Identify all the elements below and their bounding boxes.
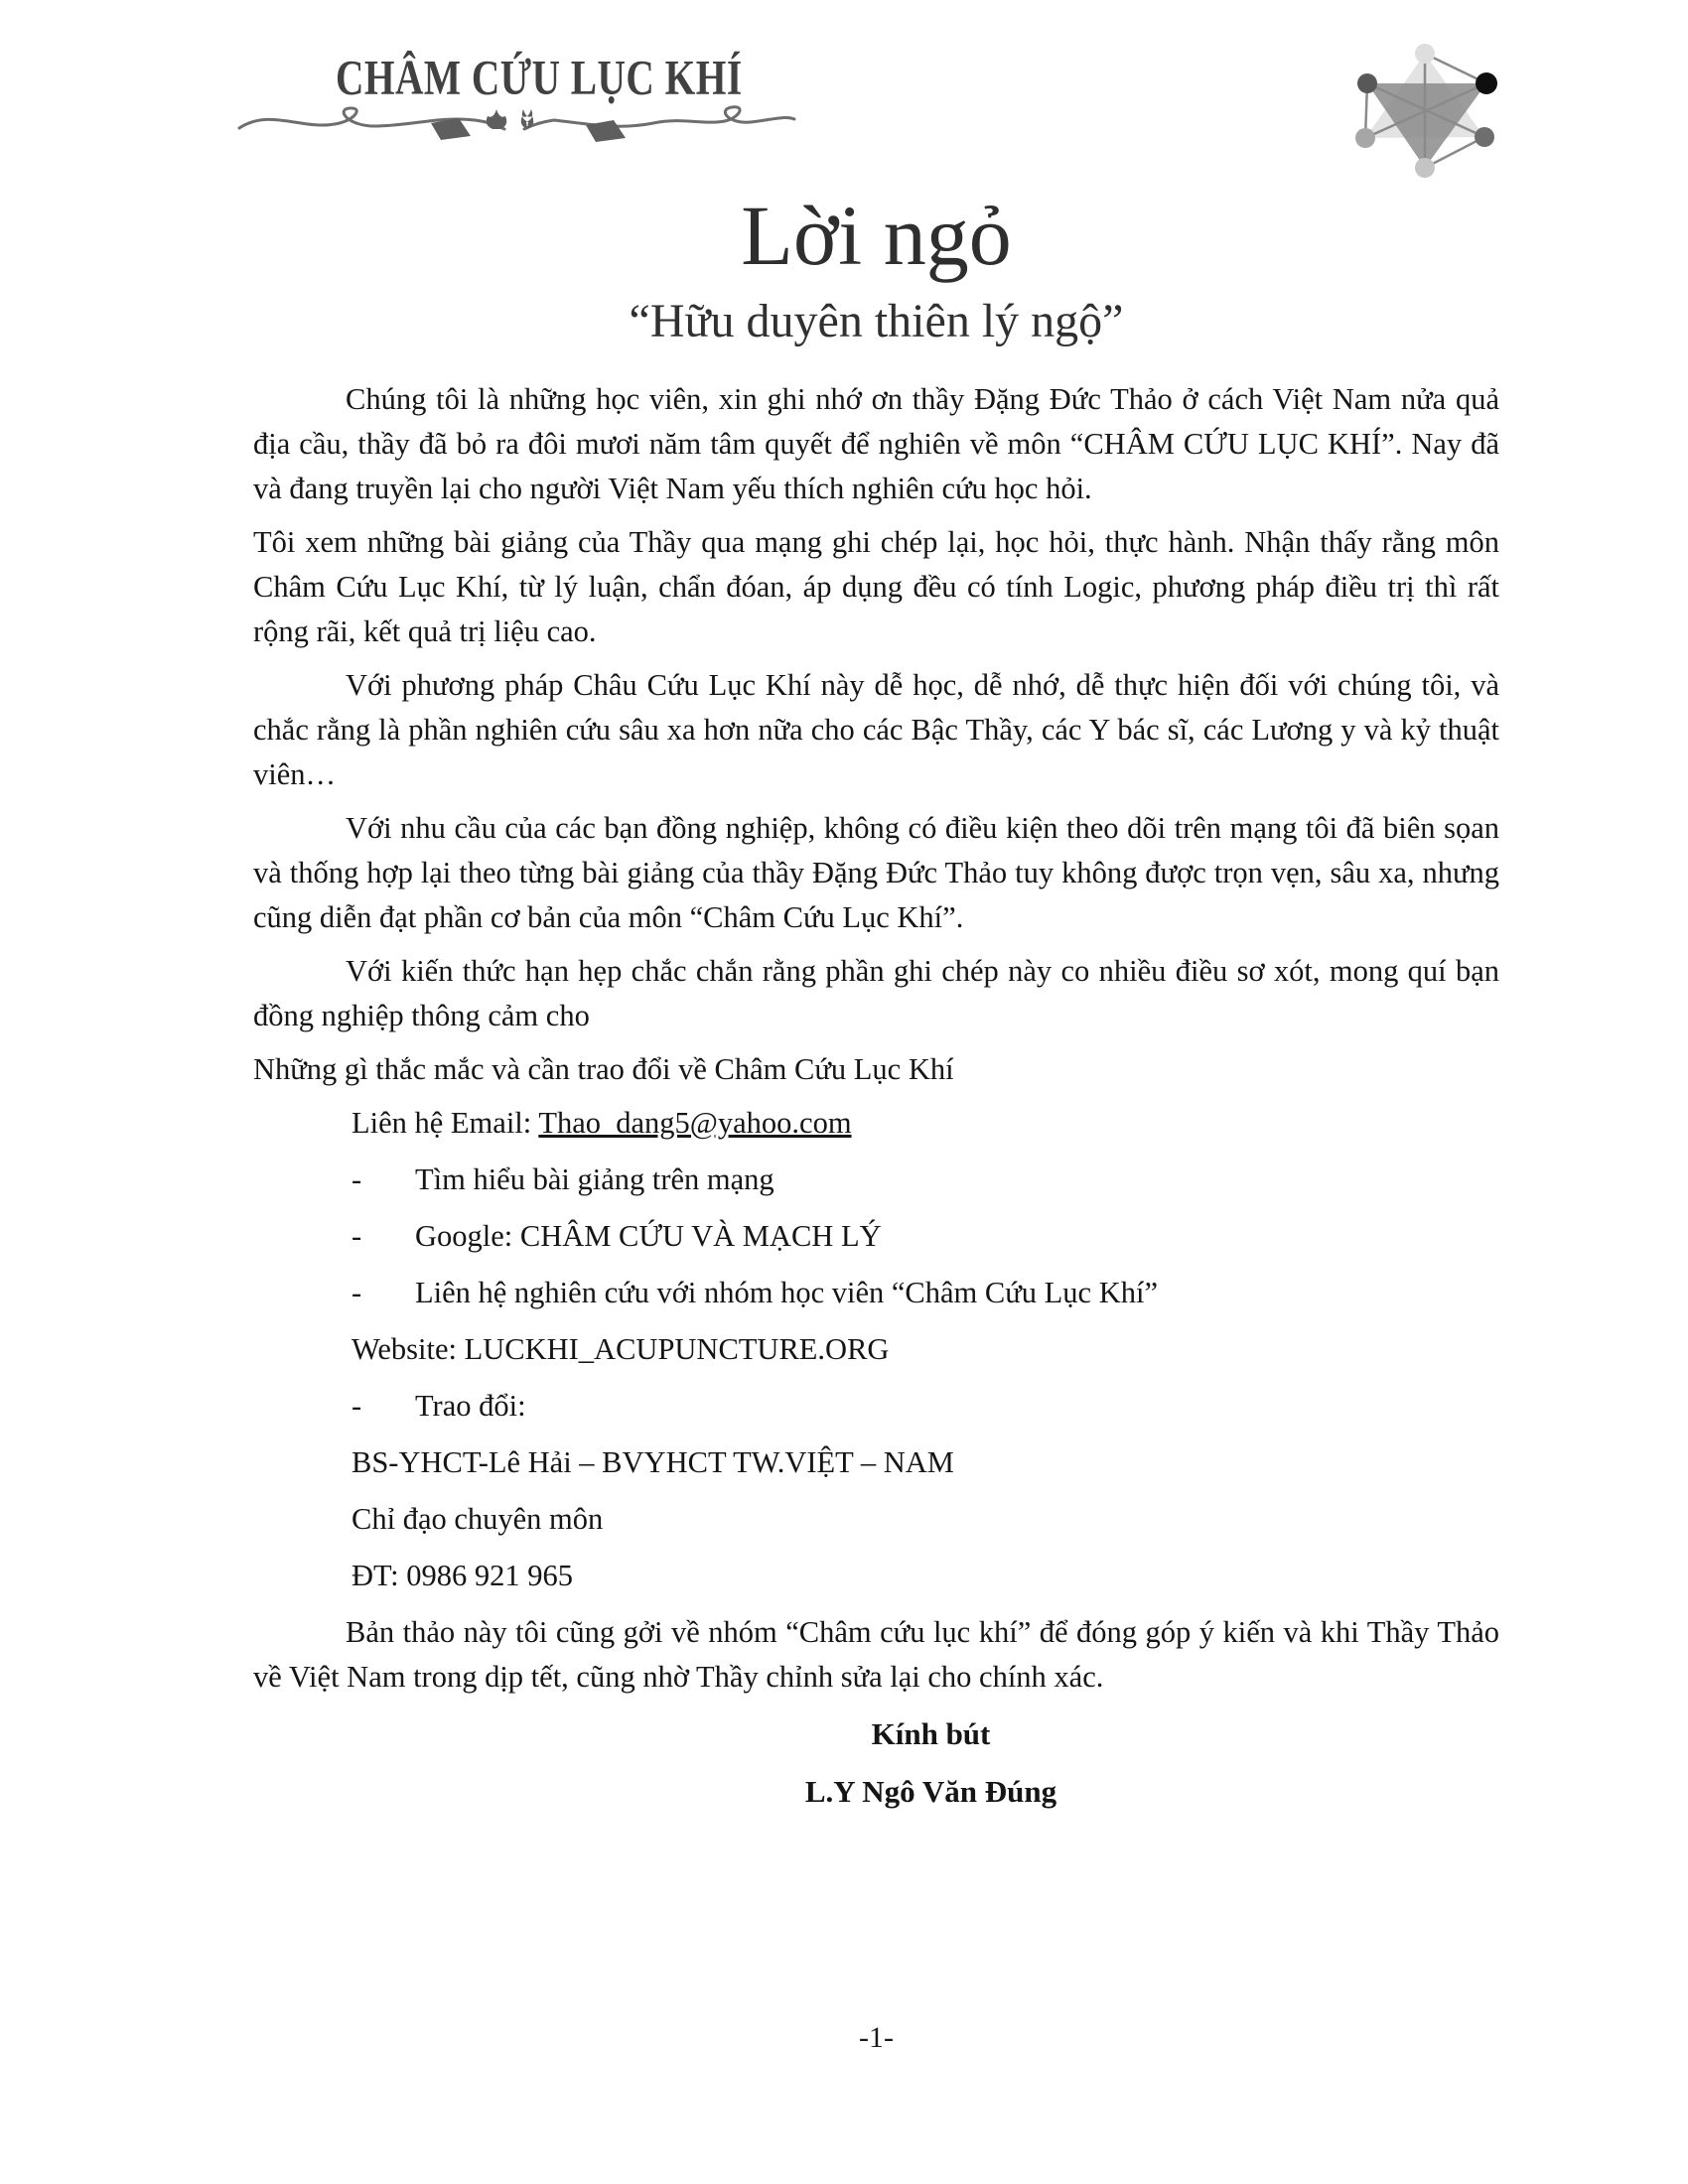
closing-salutation: Kính bút <box>871 1716 991 1752</box>
bullet-dash: - <box>352 1389 362 1424</box>
paragraph-apology: Với kiến thức hạn hẹp chắc chắn rằng phần ghi chép này co nhiều điều sơ xót, mong quí bạn đồng nghiệp thông cảm cho <box>253 954 1499 1033</box>
paragraph-method: Với phương pháp Châu Cứu Lục Khí này dễ học, dễ nhớ, dễ thực hiện đối với chúng tôi, và chắc rằng là phần nghiên cứu sâu xa hơn nữa cho các Bậc Thầy, các Y bác sĩ, các Lương y và kỷ thuật viên… <box>253 668 1499 792</box>
bullet-dash: - <box>352 1162 362 1197</box>
list-item-label: Google: CHÂM CỨU VÀ MẠCH LÝ <box>415 1219 882 1254</box>
email-line <box>352 1101 1499 1146</box>
page-title: Lời ngỏ <box>741 188 1012 283</box>
paragraph-lessons: Tôi xem những bài giảng của Thầy qua mạng ghi chép lại, học hỏi, thực hành. Nhận thấy rằng môn Châm Cứu Lục Khí, từ lý luận, chẩn đóan, áp dụng đều có tính Logic, phương pháp điều trị thì rất rộng rãi, kết quả trị liệu cao. <box>253 525 1499 649</box>
list-item-exchange <box>352 1384 1499 1429</box>
list-item-label: Trao đổi: <box>415 1389 526 1424</box>
logo-node-bottom-right <box>1475 127 1494 147</box>
paragraph-closing: Bản thảo này tôi cũng gởi về nhóm “Châm cứu lục khí” để đóng góp ý kiến và khi Thầy Thảo về Việt Nam trong dịp tết, cũng nhờ Thầy chỉnh sửa lại cho chính xác. <box>253 1615 1499 1695</box>
page-number: -1- <box>859 2021 894 2054</box>
contact-role-line: Chỉ đạo chuyên môn <box>352 1502 604 1537</box>
hexagram-network-logo-icon <box>1342 26 1511 185</box>
list-item-research-group <box>352 1271 1499 1315</box>
flourish-right-wave <box>554 107 794 126</box>
contact-phone-line: ĐT: 0986 921 965 <box>352 1559 573 1593</box>
list-item-lessons <box>352 1158 1499 1202</box>
contact-block <box>352 1101 1499 1598</box>
closing-signature: L.Y Ngô Văn Đúng <box>804 1774 1057 1810</box>
paragraph-compilation: Với nhu cầu của các bạn đồng nghiệp, không có điều kiện theo dõi trên mạng tôi đã biên sọan và thống hợp lại theo từng bài giảng của thầy Đặng Đức Thảo tuy không được trọn vẹn, sâu xa, nhưng cũng diễn đạt phần cơ bản của môn “Châm Cứu Lục Khí”. <box>253 811 1499 935</box>
paragraph-intro: Chúng tôi là những học viên, xin ghi nhớ ơn thầy Đặng Đức Thảo ở cách Việt Nam nửa quả địa cầu, thầy đã bỏ ra đôi mươi năm tâm quyết để nghiên về môn “CHÂM CỨU LỤC KHÍ”. Nay đã và đang truyền lại cho người Việt Nam yếu thích nghiên cứu học hỏi. <box>253 382 1499 506</box>
page-subtitle: “Hữu duyên thiên lý ngộ” <box>629 294 1124 347</box>
bullet-dash: - <box>352 1276 362 1310</box>
flourish-flower-left <box>487 109 506 129</box>
logo-node-bottom-left <box>1355 128 1375 148</box>
email-link[interactable]: Thao_dang5@yahoo.com <box>538 1106 852 1141</box>
logo-node-top-right <box>1476 72 1497 94</box>
list-item-label: Tìm hiểu bài giảng trên mạng <box>415 1162 774 1197</box>
logo-node-top-left <box>1357 73 1377 93</box>
contact-person-line: BS-YHCT-Lê Hải – BVYHCT TW.VIỆT – NAM <box>352 1445 954 1480</box>
email-label: Liên hệ Email: <box>352 1106 539 1141</box>
paragraph-questions: Những gì thắc mắc và cần trao đổi về Châm Cứu Lục Khí <box>253 1052 954 1087</box>
logo-node-top <box>1415 44 1435 64</box>
calligraphic-flourish-decoration <box>236 85 797 143</box>
brand-title-text: CHÂM CỨU LỤC KHÍ <box>336 49 743 105</box>
bullet-dash: - <box>352 1219 362 1254</box>
logo-node-bottom <box>1415 158 1435 178</box>
list-item-google <box>352 1214 1499 1259</box>
website-line: Website: LUCKHI_ACUPUNCTURE.ORG <box>352 1332 890 1367</box>
list-item-label: Liên hệ nghiên cứu với nhóm học viên “Châm Cứu Lục Khí” <box>415 1276 1158 1310</box>
